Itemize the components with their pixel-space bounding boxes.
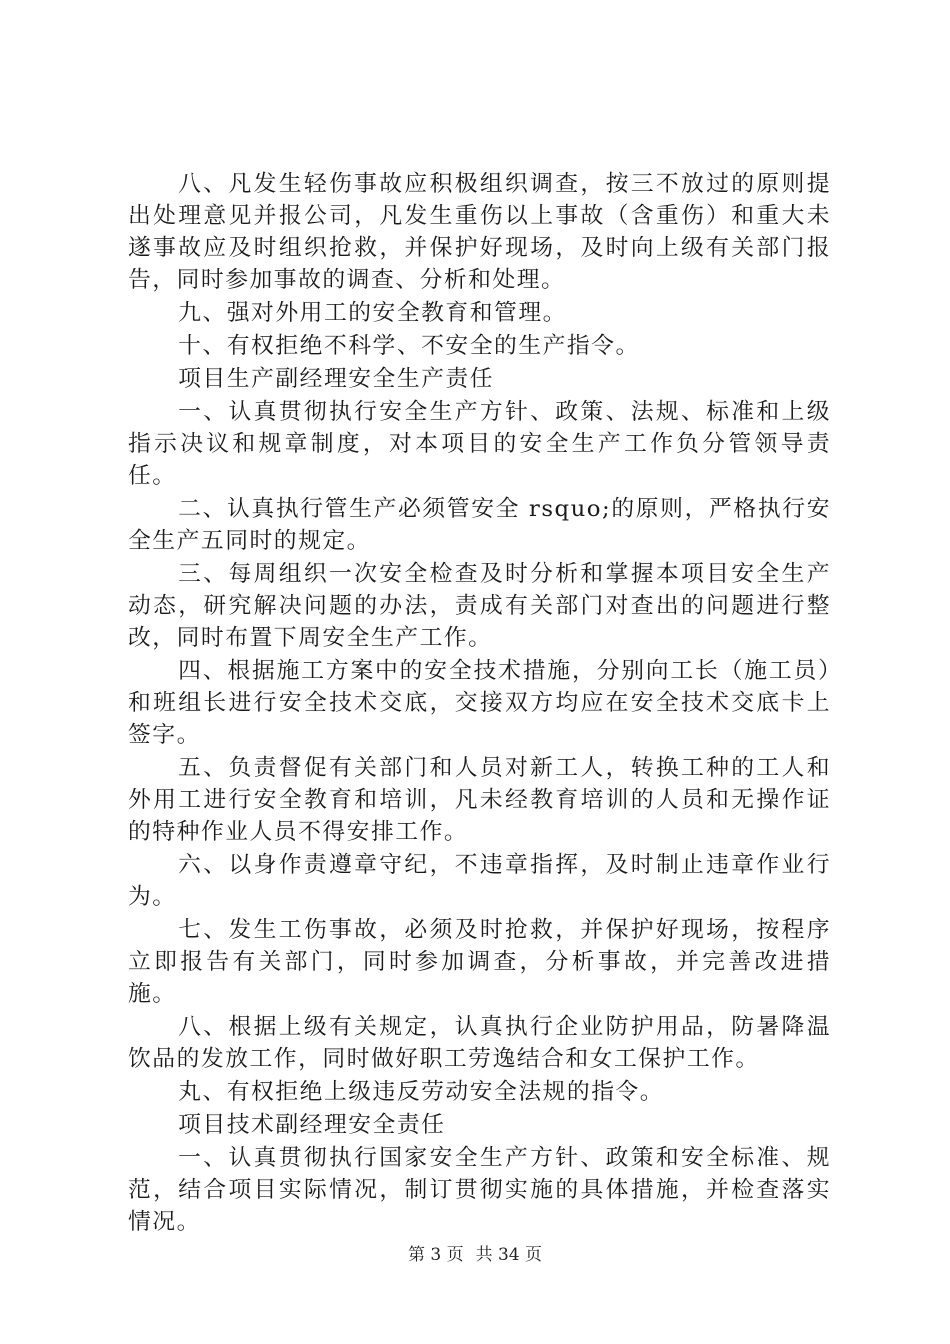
paragraph: 二、认真执行管生产必须管安全 rsquo;的原则，严格执行安全生产五同时的规定。 <box>128 496 831 554</box>
section-heading: 项目技术副经理安全责任 <box>178 1112 446 1138</box>
paragraph: 五、负责督促有关部门和人员对新工人，转换工种的工人和外用工进行安全教育和培训，凡未经教育培训的人员和无操作证的特种作业人员不得安排工作。 <box>128 755 831 845</box>
paragraph: 六、以身作责遵章守纪，不违章指挥，及时制止违章作业行为。 <box>128 852 831 910</box>
paragraph: 四、根据施工方案中的安全技术措施，分别向工长（施工员）和班组长进行安全技术交底，交接双方均应在安全技术交底卡上签字。 <box>128 658 831 748</box>
paragraph: 丸、有权拒绝上级违反劳动安全法规的指令。 <box>178 1079 665 1105</box>
paragraph: 八、根据上级有关规定，认真执行企业防护用品，防暑降温饮品的发放工作，同时做好职工劳逸结合和女工保护工作。 <box>128 1014 831 1072</box>
page-number: 第 3 页 <box>407 1245 464 1265</box>
paragraph: 八、凡发生轻伤事故应积极组织调查，按三不放过的原则提出处理意见并报公司，凡发生重伤以上事故（含重伤）和重大未遂事故应及时组织抢救，并保护好现场，及时向上级有关部门报告，同时参加事故的调查、分析和处理。 <box>128 171 831 293</box>
page-footer <box>0 1244 950 1266</box>
paragraph: 九、强对外用工的安全教育和管理。 <box>178 300 567 326</box>
page-total: 共 34 页 <box>475 1245 543 1265</box>
paragraph: 三、每周组织一次安全检查及时分析和掌握本项目安全生产动态，研究解决问题的办法，责成有关部门对查出的问题进行整改，同时布置下周安全生产工作。 <box>128 561 831 651</box>
section-heading: 项目生产副经理安全生产责任 <box>178 366 495 392</box>
paragraph: 七、发生工伤事故，必须及时抢救，并保护好现场，按程序立即报告有关部门，同时参加调查，分析事故，并完善改进措施。 <box>128 917 831 1007</box>
paragraph: 一、认真贯彻执行安全生产方针、政策、法规、标准和上级指示决议和规章制度，对本项目的安全生产工作负分管领导责任。 <box>128 399 831 489</box>
document-body <box>128 168 831 1239</box>
paragraph: 十、有权拒绝不科学、不安全的生产指令。 <box>178 333 640 359</box>
paragraph: 一、认真贯彻执行国家安全生产方针、政策和安全标准、规范，结合项目实际情况，制订贯彻实施的具体措施，并检查落实情况。 <box>128 1145 831 1235</box>
